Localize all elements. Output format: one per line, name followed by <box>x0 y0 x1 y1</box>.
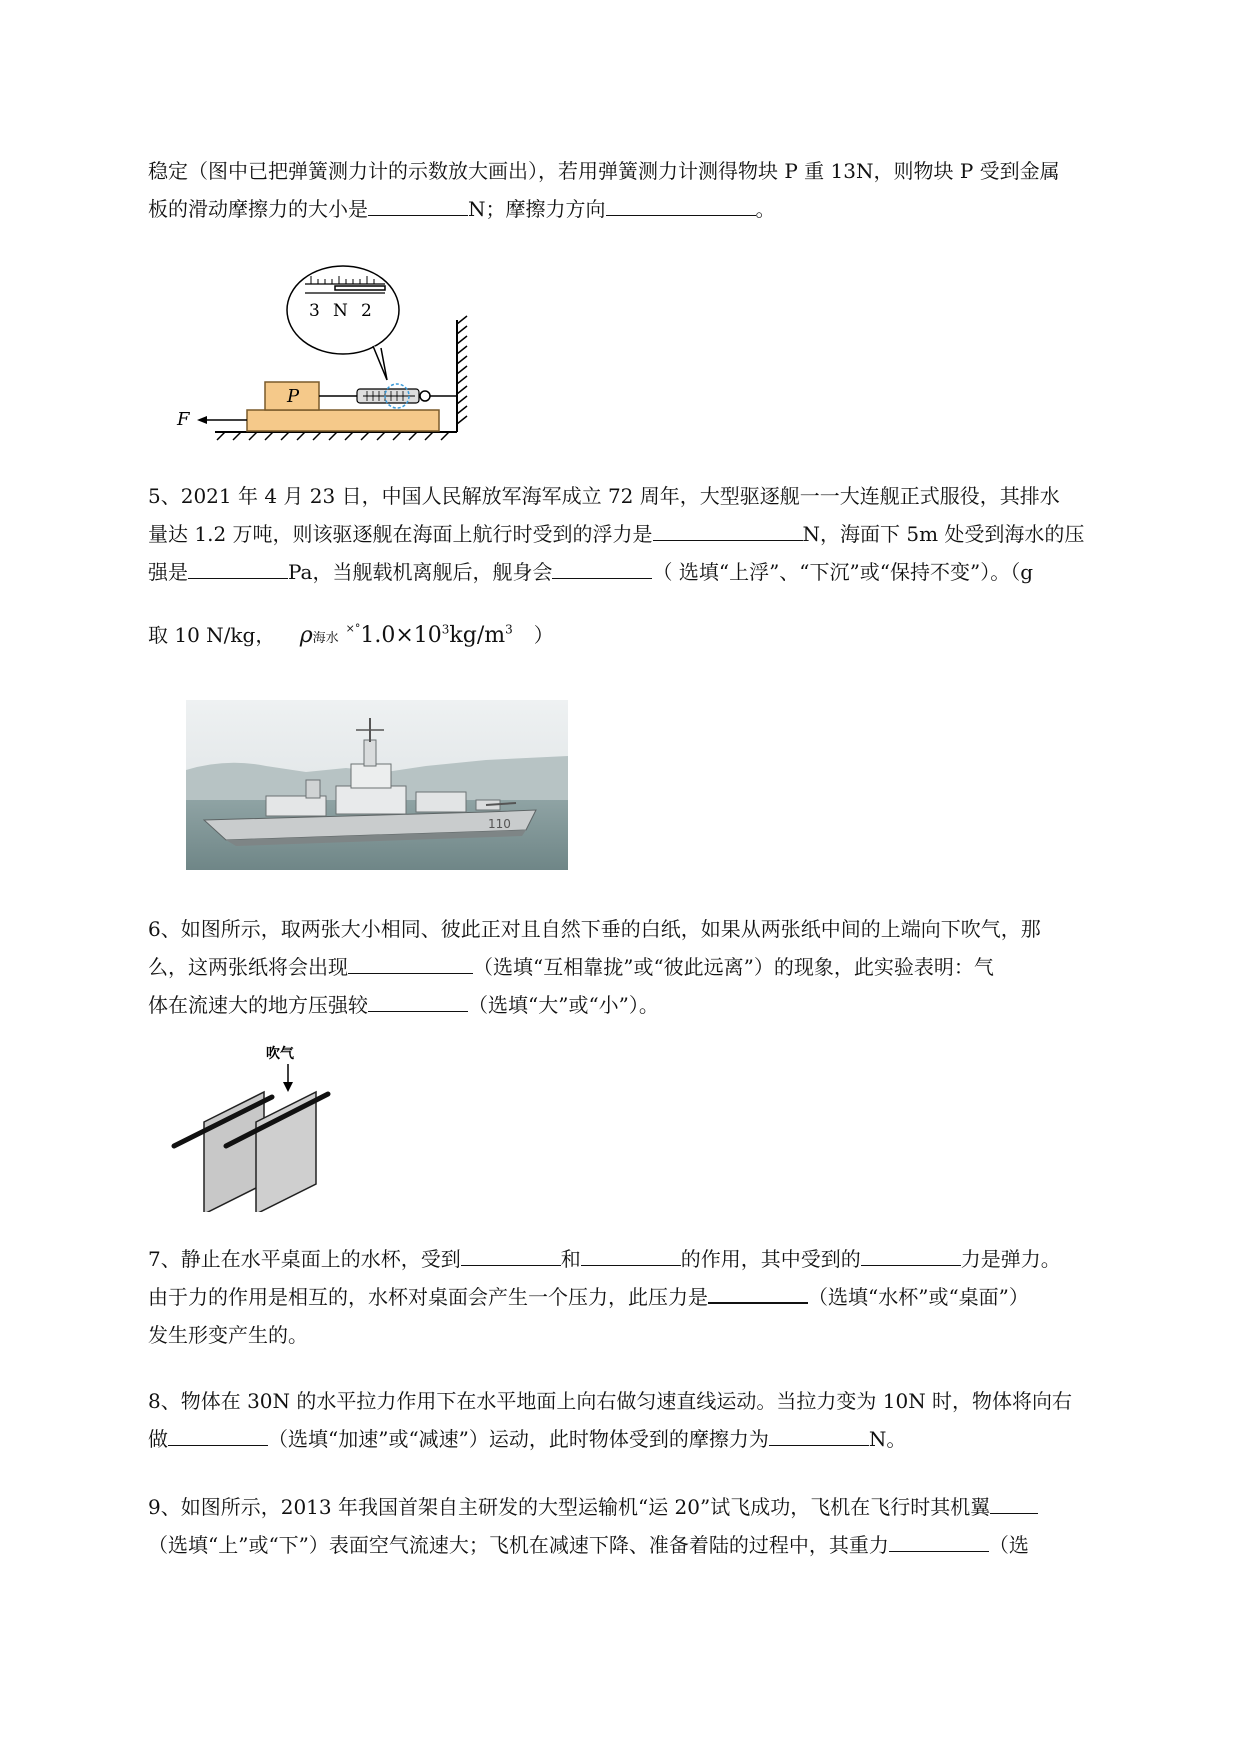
q8-line2: 做 （选填“加速”或“减速”）运动，此时物体受到的摩擦力为 N。 <box>148 1420 1158 1458</box>
q9-blank-gravity[interactable] <box>889 1529 989 1552</box>
destroyer-photo <box>186 700 568 870</box>
q7-blank-deform[interactable] <box>708 1280 808 1304</box>
q4-line1: 稳定（图中已把弹簧测力计的示数放大画出），若用弹簧测力计测得物块 P 重 13N，则物块 P 受到金属 <box>148 159 1060 183</box>
hull-number: 110 <box>488 817 511 831</box>
scale-unit: N <box>333 301 348 321</box>
q6-line3: 体在流速大的地方压强较 （选填“大”或“小”）。 <box>148 986 1158 1024</box>
q9-line2: （选填“上”或“下”）表面空气流速大；飞机在减速下降、准备着陆的过程中，其重力 （选 <box>148 1526 1158 1564</box>
spring-scale-figure <box>175 262 475 442</box>
q7-line3: 发生形变产生的。 <box>148 1323 308 1347</box>
q4-text <box>148 152 1158 228</box>
force-label: F <box>177 409 190 430</box>
q5-line1: 5、2021 年 4 月 23 日，中国人民解放军海军成立 72 周年，大型驱逐舰一一大连舰正式服役，其排水 <box>148 484 1060 508</box>
q4-blank-direction[interactable] <box>606 193 756 216</box>
block-label: P <box>287 386 300 407</box>
q9-text <box>148 1488 1158 1564</box>
q8-blank-friction[interactable] <box>769 1423 869 1446</box>
q5-blank-pressure[interactable] <box>188 556 288 579</box>
q6-blank-pressure[interactable] <box>368 989 468 1012</box>
q5-blank-float[interactable] <box>552 556 652 579</box>
q9-line1: 9、如图所示，2013 年我国首架自主研发的大型运输机“运 20”试飞成功，飞机在飞行时其机翼 <box>148 1488 1158 1526</box>
q6-line2: 么，这两张纸将会出现 （选填“互相靠拢”或“彼此远离”）的现象，此实验表明：气 <box>148 948 1158 986</box>
q7-blank-force1[interactable] <box>461 1243 561 1266</box>
metal-plate <box>247 410 439 431</box>
q5-text <box>148 477 1158 591</box>
q8-text <box>148 1382 1158 1458</box>
q6-line1: 6、如图所示，取两张大小相同、彼此正对且自然下垂的白纸，如果从两张纸中间的上端向下吹气，那 <box>148 917 1041 941</box>
q5-blank-buoyancy[interactable] <box>653 518 803 541</box>
q4-blank-friction[interactable] <box>368 193 468 216</box>
q7-blank-elastic[interactable] <box>861 1243 961 1266</box>
q7-blank-force2[interactable] <box>581 1243 681 1266</box>
q5-line2: 量达 1.2 万吨，则该驱逐舰在海面上航行时受到的浮力是 N，海面下 5m 处受到海水的压 <box>148 515 1158 553</box>
scale-left-number: 3 <box>309 301 320 321</box>
q8-blank-motion[interactable] <box>168 1423 268 1446</box>
q9-blank-surface[interactable] <box>990 1491 1038 1514</box>
q7-text <box>148 1240 1158 1354</box>
q7-line1: 7、静止在水平桌面上的水杯，受到 和 的作用，其中受到的 力是弹力。 <box>148 1240 1158 1278</box>
seawater-density-formula: ρ海水 $^{\times^\circ}1.0\times 10^3kg/m^3$ <box>299 622 513 648</box>
q4-line2: 板的滑动摩擦力的大小是 N；摩擦力方向 。 <box>148 190 1158 228</box>
q8-line1: 8、物体在 30N 的水平拉力作用下在水平地面上向右做匀速直线运动。当拉力变为 10N 时，物体将向右 <box>148 1389 1073 1413</box>
q7-line2: 由于力的作用是相互的，水杯对桌面会产生一个压力，此压力是 （选填“水杯”或“桌面”） <box>148 1278 1158 1316</box>
q5-line3: 强是 Pa，当舰载机离舰后，舰身会 （ 选填“上浮”、“下沉”或“保持不变”）。（g <box>148 553 1158 591</box>
scale-right-number: 2 <box>361 301 372 321</box>
paper-sheets-figure <box>168 1042 348 1212</box>
q6-blank-phenomenon[interactable] <box>348 951 473 974</box>
q6-text <box>148 910 1158 1024</box>
blow-label: 吹气 <box>266 1046 294 1062</box>
q5-line4: 取 10 N/kg， ρ海水 $^{\times^\circ}1.0\times 10^3kg/m^3$ ） <box>148 622 554 648</box>
